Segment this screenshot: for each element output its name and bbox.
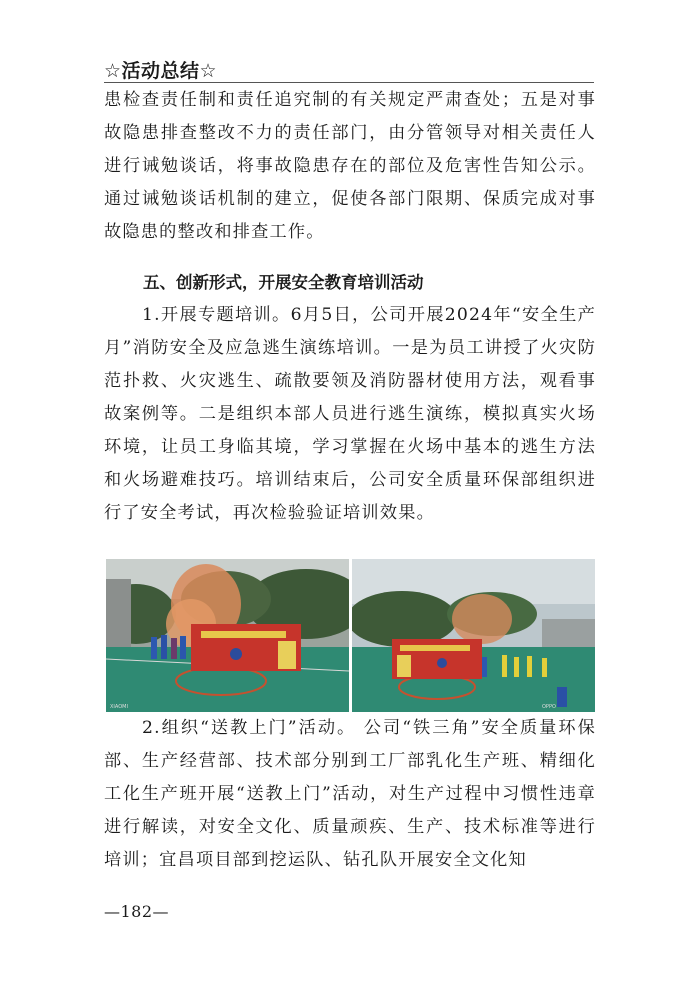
paragraph-send-teaching-text: 2.组织“送教上门”活动。 公司“铁三角”安全质量环保部、生产经营部、技术部分别到工厂部乳化生产班、精细化工化生产班开展“送教上门”活动，对生产过程中习惯性违章进行解读，对安全文化、质量顽疾、生产、技术标准等进行培训；宜昌项目部到挖运队、钻孔队开展安全文化知: [104, 718, 596, 870]
page-number: —182—: [104, 902, 170, 921]
camera-watermark: OPPO: [542, 704, 556, 710]
photo-fire-drill-left-image: [106, 559, 349, 712]
photo-fire-drill-right: [352, 559, 595, 712]
photo-fire-drill-right-image: [352, 559, 595, 712]
paragraph-special-training: [104, 299, 596, 530]
camera-watermark: XIAOMI: [110, 704, 128, 710]
paragraph-send-teaching: [104, 712, 596, 877]
section-heading: 五、创新形式，开展安全教育培训活动: [143, 273, 424, 292]
paragraph-hazard-accountability: 患检查责任制和责任追究制的有关规定严肃查处；五是对事故隐患排查整改不力的责任部门，由分管领导对相关责任人进行诫勉谈话，将事故隐患存在的部位及危害性告知公示。通过诫勉谈话机制的建立，促使各部门限期、保质完成对事故隐患的整改和排查工作。: [104, 90, 596, 242]
photo-fire-drill-left: [106, 559, 349, 712]
header-title: ☆活动总结☆: [104, 60, 218, 82]
header-rule: [104, 82, 594, 83]
paragraph-special-training-text: 1.开展专题培训。6月5日，公司开展2024年“安全生产月”消防安全及应急逃生演练培训。一是为员工讲授了火灾防范扑救、火灾逃生、疏散要领及消防器材使用方法，观看事故案例等。二是组织本部人员进行逃生演练，模拟真实火场环境，让员工身临其境，学习掌握在火场中基本的逃生方法和火场避难技巧。培训结束后，公司安全质量环保部组织进行了安全考试，再次检验验证培训效果。: [104, 305, 596, 523]
